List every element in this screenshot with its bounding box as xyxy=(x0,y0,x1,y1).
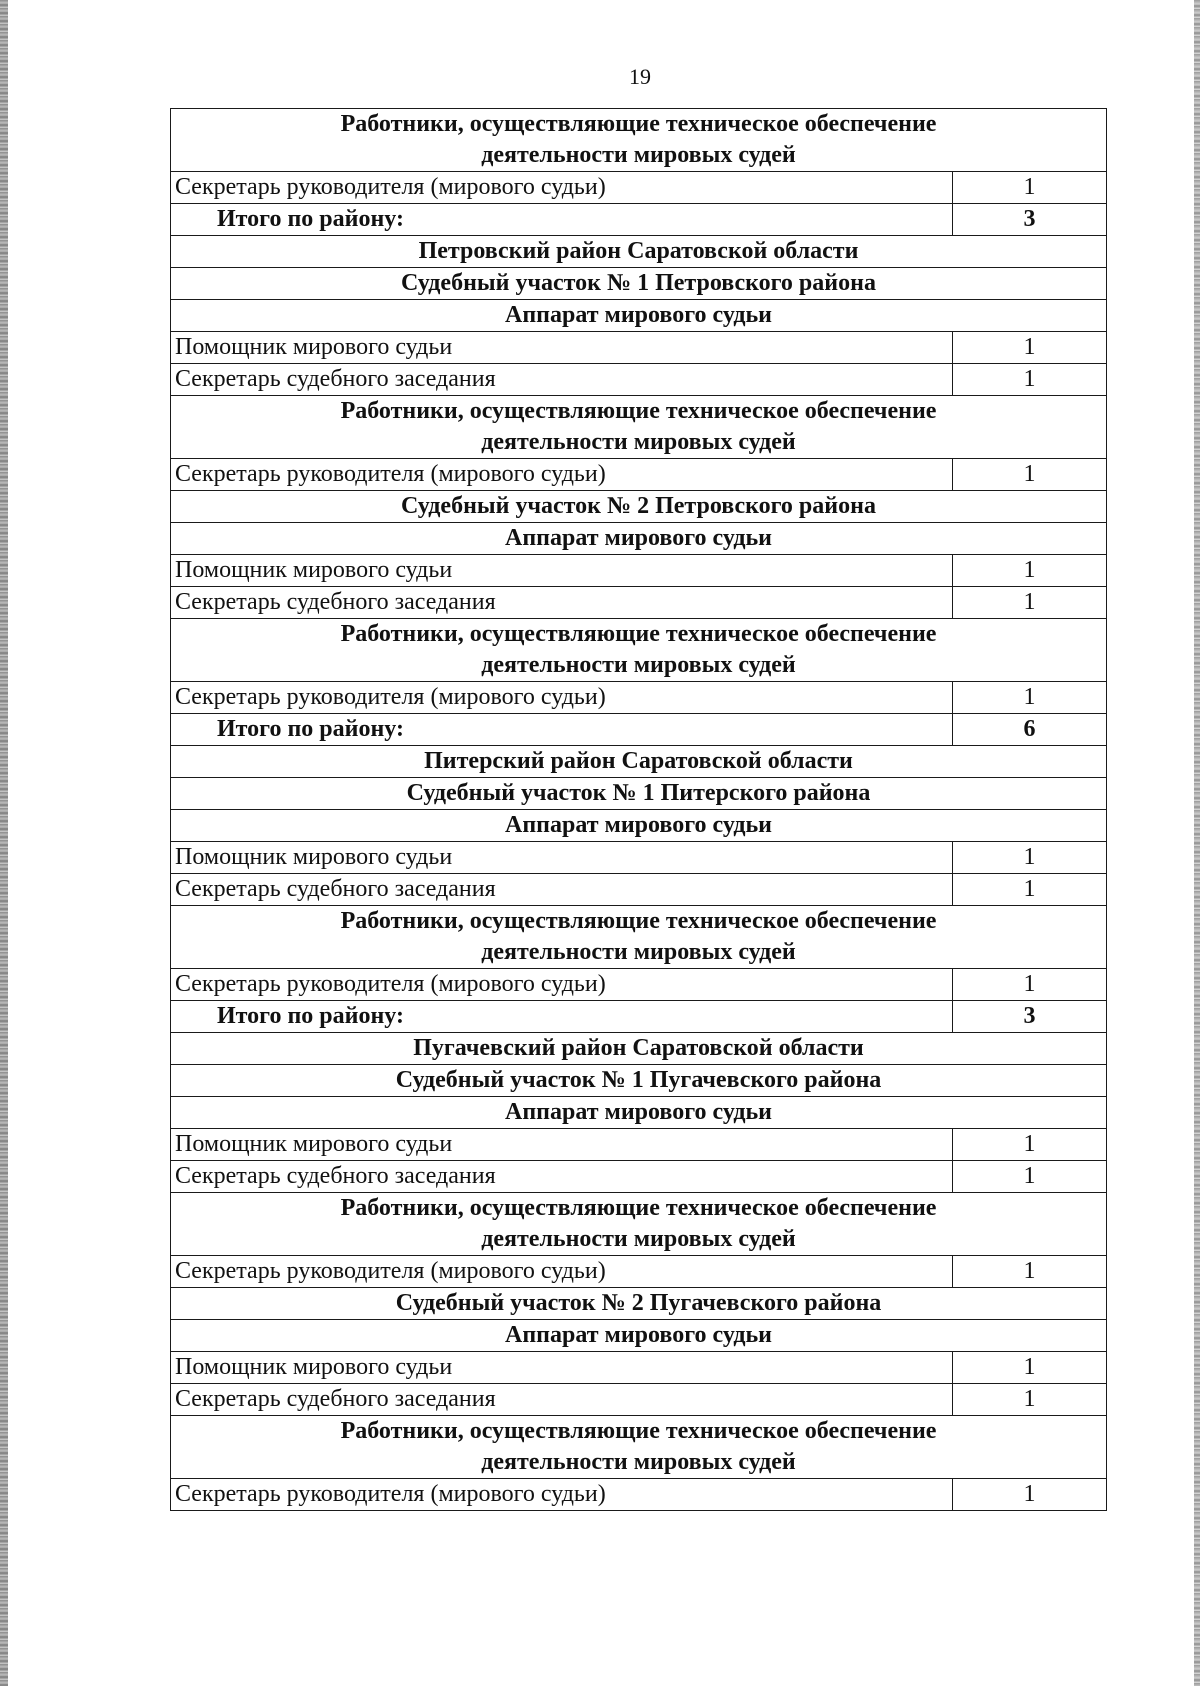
position-row xyxy=(171,587,1107,619)
position-name: Секретарь руководителя (мирового судьи) xyxy=(171,459,953,491)
section-heading xyxy=(171,1416,1107,1479)
position-row xyxy=(171,1384,1107,1416)
position-name: Секретарь руководителя (мирового судьи) xyxy=(171,969,953,1001)
district-total-label: Итого по району: xyxy=(171,1001,953,1033)
position-count: 1 xyxy=(953,587,1107,619)
page-number-text: 19 xyxy=(629,64,651,89)
position-name: Помощник мирового судьи xyxy=(171,1352,953,1384)
section-heading-row xyxy=(171,906,1107,969)
section-heading-line: Работники, осуществляющие техническое обеспечение xyxy=(340,621,937,647)
staff-table xyxy=(170,108,1107,1511)
position-name: Помощник мирового судьи xyxy=(171,842,953,874)
position-name: Секретарь судебного заседания xyxy=(171,1161,953,1193)
page-number xyxy=(0,64,1200,90)
section-heading-line: деятельности мировых судей xyxy=(481,939,796,965)
section-heading xyxy=(171,810,1107,842)
position-row xyxy=(171,1352,1107,1384)
position-name: Секретарь судебного заседания xyxy=(171,874,953,906)
section-heading-line: Аппарат мирового судьи xyxy=(504,1099,772,1125)
section-heading-row xyxy=(171,1065,1107,1097)
district-total-count: 6 xyxy=(953,714,1107,746)
district-total-count: 3 xyxy=(953,204,1107,236)
position-count: 1 xyxy=(953,682,1107,714)
position-count: 1 xyxy=(953,1256,1107,1288)
section-heading-line: Судебный участок № 2 Пугачевского района xyxy=(395,1290,882,1316)
section-heading xyxy=(171,1033,1107,1065)
position-name: Помощник мирового судьи xyxy=(171,332,953,364)
position-count: 1 xyxy=(953,1129,1107,1161)
section-heading-line: Аппарат мирового судьи xyxy=(504,525,772,551)
section-heading-row xyxy=(171,1288,1107,1320)
scan-edge-right xyxy=(1194,0,1200,1686)
section-heading-line: Аппарат мирового судьи xyxy=(504,302,772,328)
position-row xyxy=(171,459,1107,491)
section-heading xyxy=(171,268,1107,300)
position-count: 1 xyxy=(953,842,1107,874)
position-row xyxy=(171,364,1107,396)
position-name: Секретарь руководителя (мирового судьи) xyxy=(171,1256,953,1288)
position-count: 1 xyxy=(953,555,1107,587)
position-name: Помощник мирового судьи xyxy=(171,1129,953,1161)
section-heading-line: Работники, осуществляющие техническое обеспечение xyxy=(340,1195,937,1221)
section-heading xyxy=(171,300,1107,332)
section-heading-row xyxy=(171,1033,1107,1065)
position-name: Секретарь руководителя (мирового судьи) xyxy=(171,172,953,204)
position-count: 1 xyxy=(953,459,1107,491)
section-heading-line: Работники, осуществляющие техническое обеспечение xyxy=(340,398,937,424)
district-total-row xyxy=(171,1001,1107,1033)
section-heading-row xyxy=(171,1416,1107,1479)
section-heading-line: Пугачевский район Саратовской области xyxy=(413,1035,864,1061)
section-heading-row xyxy=(171,236,1107,268)
section-heading-line: Петровский район Саратовской области xyxy=(418,238,859,264)
section-heading xyxy=(171,1320,1107,1352)
section-heading xyxy=(171,1193,1107,1256)
position-row xyxy=(171,969,1107,1001)
section-heading-row xyxy=(171,1320,1107,1352)
section-heading-line: деятельности мировых судей xyxy=(481,652,796,678)
position-name: Секретарь судебного заседания xyxy=(171,587,953,619)
section-heading-row xyxy=(171,1193,1107,1256)
district-total-count: 3 xyxy=(953,1001,1107,1033)
section-heading xyxy=(171,1097,1107,1129)
position-name: Секретарь руководителя (мирового судьи) xyxy=(171,682,953,714)
section-heading-line: Работники, осуществляющие техническое обеспечение xyxy=(340,908,937,934)
section-heading-row xyxy=(171,396,1107,459)
section-heading-line: Работники, осуществляющие техническое обеспечение xyxy=(340,111,937,137)
district-total-label: Итого по району: xyxy=(171,714,953,746)
section-heading-line: Судебный участок № 1 Пугачевского района xyxy=(395,1067,882,1093)
section-heading-row xyxy=(171,300,1107,332)
section-heading-line: Работники, осуществляющие техническое обеспечение xyxy=(340,1418,937,1444)
position-row xyxy=(171,332,1107,364)
section-heading xyxy=(171,236,1107,268)
section-heading-row xyxy=(171,109,1107,172)
position-count: 1 xyxy=(953,1479,1107,1511)
section-heading-line: деятельности мировых судей xyxy=(481,1226,796,1252)
position-count: 1 xyxy=(953,1352,1107,1384)
position-name: Секретарь руководителя (мирового судьи) xyxy=(171,1479,953,1511)
position-row xyxy=(171,682,1107,714)
position-row xyxy=(171,1479,1107,1511)
position-row xyxy=(171,842,1107,874)
section-heading xyxy=(171,396,1107,459)
section-heading-line: Судебный участок № 1 Питерского района xyxy=(406,780,871,806)
section-heading xyxy=(171,778,1107,810)
position-count: 1 xyxy=(953,172,1107,204)
position-name: Секретарь судебного заседания xyxy=(171,364,953,396)
section-heading xyxy=(171,1065,1107,1097)
section-heading xyxy=(171,1288,1107,1320)
section-heading-line: деятельности мировых судей xyxy=(481,142,796,168)
section-heading-row xyxy=(171,491,1107,523)
section-heading-line: Судебный участок № 2 Петровского района xyxy=(401,493,876,519)
position-count: 1 xyxy=(953,874,1107,906)
section-heading-row xyxy=(171,619,1107,682)
district-total-row xyxy=(171,714,1107,746)
position-count: 1 xyxy=(953,969,1107,1001)
section-heading-row xyxy=(171,746,1107,778)
section-heading-row xyxy=(171,1097,1107,1129)
section-heading-row xyxy=(171,778,1107,810)
section-heading-line: Аппарат мирового судьи xyxy=(504,1322,772,1348)
section-heading xyxy=(171,906,1107,969)
section-heading-line: Судебный участок № 1 Петровского района xyxy=(401,270,876,296)
section-heading xyxy=(171,109,1107,172)
position-row xyxy=(171,172,1107,204)
position-row xyxy=(171,1161,1107,1193)
section-heading-line: деятельности мировых судей xyxy=(481,1449,796,1475)
position-row xyxy=(171,1256,1107,1288)
district-total-label: Итого по району: xyxy=(171,204,953,236)
section-heading xyxy=(171,491,1107,523)
section-heading-line: Питерский район Саратовской области xyxy=(424,748,853,774)
section-heading-row xyxy=(171,268,1107,300)
position-row xyxy=(171,555,1107,587)
position-count: 1 xyxy=(953,1161,1107,1193)
scan-edge-left xyxy=(0,0,8,1686)
position-row xyxy=(171,874,1107,906)
position-name: Секретарь судебного заседания xyxy=(171,1384,953,1416)
position-count: 1 xyxy=(953,1384,1107,1416)
section-heading xyxy=(171,619,1107,682)
position-count: 1 xyxy=(953,364,1107,396)
section-heading xyxy=(171,746,1107,778)
position-row xyxy=(171,1129,1107,1161)
staff-table-body xyxy=(171,109,1107,1511)
position-count: 1 xyxy=(953,332,1107,364)
position-name: Помощник мирового судьи xyxy=(171,555,953,587)
section-heading-line: Аппарат мирового судьи xyxy=(504,812,772,838)
district-total-row xyxy=(171,204,1107,236)
section-heading-row xyxy=(171,523,1107,555)
section-heading-line: деятельности мировых судей xyxy=(481,429,796,455)
section-heading-row xyxy=(171,810,1107,842)
section-heading xyxy=(171,523,1107,555)
